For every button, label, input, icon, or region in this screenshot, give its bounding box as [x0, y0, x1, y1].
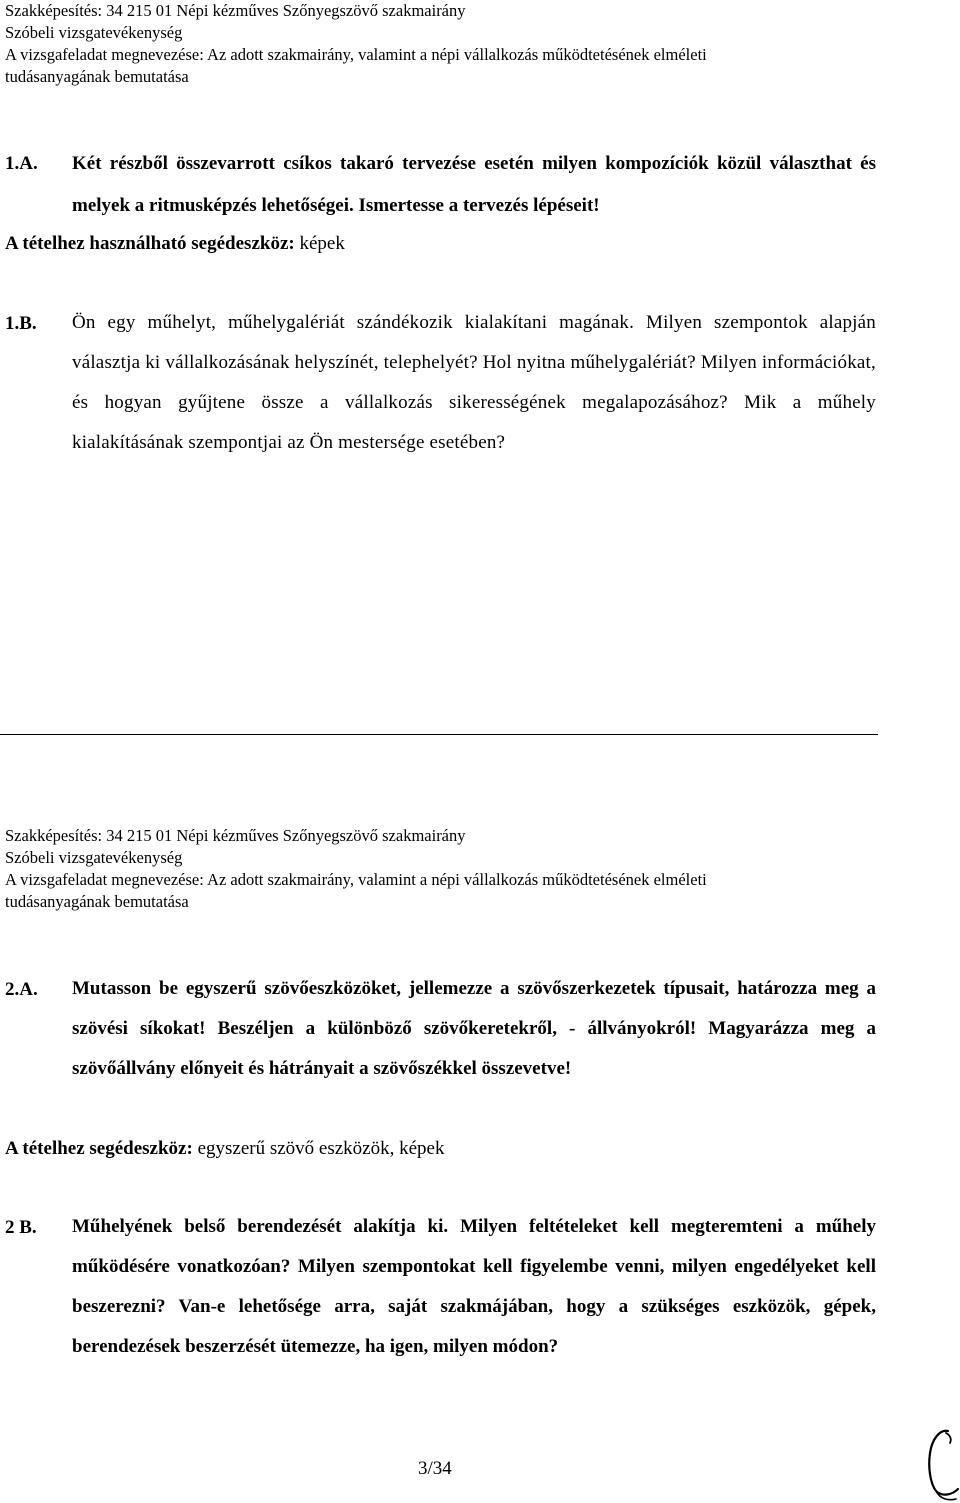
- handwritten-signature-mark: [918, 1425, 960, 1503]
- question-text-1b: Ön egy műhelyt, műhelygalériát szándékozik kialakítani magának. Milyen szempontok alapján választja ki vállalkozásának helyszínét, telephelyét? Hol nyitna műhelygalériát? Milyen információkat, és hogyan gyűjtene össze a vállalkozás sikerességének megalapozásához? Mik a műhely kialakításának szempontjai az Ön mestersége esetében?: [72, 312, 876, 453]
- header-task-name-cont: tudásanyagának bemutatása: [5, 892, 189, 911]
- helper-value: egyszerű szövő eszközök, képek: [192, 1138, 445, 1159]
- header-exam-type: Szóbeli vizsgatevékenység: [5, 23, 183, 42]
- question-number-1b: 1.B.: [5, 313, 37, 334]
- helper-tools-2a: [5, 1137, 445, 1161]
- question-number-1a: 1.A.: [5, 153, 38, 174]
- header-task-name: A vizsgafeladat megnevezése: Az adott szakmairány, valamint a népi vállalkozás működtetésének elméleti: [5, 870, 707, 889]
- page-separator: [0, 734, 878, 735]
- question-text-2a: Mutasson be egyszerű szövőeszközöket, jellemezze a szövőszerkezetek típusait, határozza meg a szövési síkokat! Beszéljen a különböző szövőkeretekről, - állványokról! Magyarázza meg a szövőállvány előnyeit és hátrányait a szövőszékkel összevetve!: [72, 978, 876, 1079]
- helper-tools-1a: [5, 232, 345, 256]
- question-number-2b: 2 B.: [5, 1217, 37, 1238]
- header-qualification: Szakképesítés: 34 215 01 Népi kézműves Szőnyegszövő szakmairány: [5, 1, 466, 20]
- header-task-name-cont: tudásanyagának bemutatása: [5, 67, 189, 86]
- header-qualification: Szakképesítés: 34 215 01 Népi kézműves Szőnyegszövő szakmairány: [5, 826, 466, 845]
- header-task-name: A vizsgafeladat megnevezése: Az adott szakmairány, valamint a népi vállalkozás működtetésének elméleti: [5, 45, 707, 64]
- page-number: 3/34: [418, 1458, 452, 1479]
- question-text-1a: Két részből összevarrott csíkos takaró tervezése esetén milyen kompozíciók közül választhat és melyek a ritmusképzés lehetőségei. Ismertesse a tervezés lépéseit!: [72, 153, 876, 216]
- question-number-2a: 2.A.: [5, 979, 38, 1000]
- helper-label: A tételhez használható segédeszköz:: [5, 233, 295, 254]
- helper-label: A tételhez segédeszköz:: [5, 1138, 193, 1159]
- question-text-2b: Műhelyének belső berendezését alakítja ki. Milyen feltételeket kell megteremteni a műhely működésére vonatkozóan? Milyen szempontokat kell figyelembe venni, milyen engedélyeket kell beszerezni? Van-e lehetősége arra, saját szakmájában, hogy a szükséges eszközök, gépek, berendezések beszerzését ütemezze, ha igen, milyen módon?: [72, 1216, 876, 1357]
- header-exam-type: Szóbeli vizsgatevékenység: [5, 848, 183, 867]
- helper-value: képek: [294, 233, 345, 254]
